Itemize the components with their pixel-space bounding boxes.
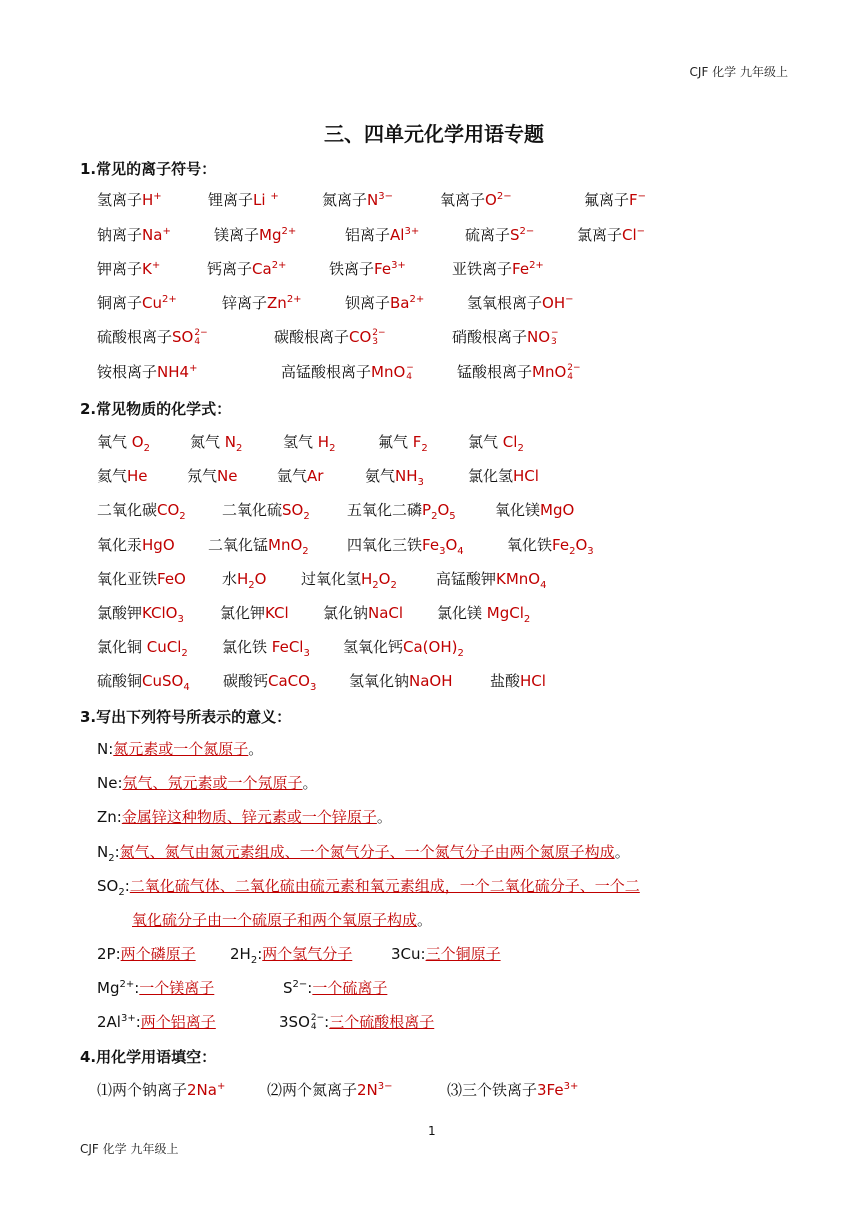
meaning-ne: Ne:氖气、氖元素或一个氖原子。 [97, 774, 318, 792]
ion-item: 钠离子Na+ [97, 226, 171, 244]
ion-item: 氟离子F− [584, 191, 647, 209]
meaning-n2: $N_2$:氮气、氮气由氮元素组成、一个氮气分子、一个氮气分子由两个氮原子构成。 [97, 843, 630, 864]
ion-item: 氧离子$O^{2-}$ [440, 191, 512, 209]
section-1-heading: 1.常见的离子符号： [80, 160, 217, 178]
ion-item: 铜离子$Cu^{2+}$ [97, 294, 177, 312]
section-3-heading: 3.写出下列符号所表示的意义： [80, 708, 292, 726]
meaning-zn: Zn:金属锌这种物质、锌元素或一个锌原子。 [97, 808, 392, 826]
meaning-so2-cont: 氧化硫分子由一个硫原子和两个氧原子构成。 [132, 911, 433, 929]
section-4-heading: 4.用化学用语填空： [80, 1048, 217, 1066]
meaning-so2: $SO_2$:二氧化硫气体、二氧化硫由硫元素和氧元素组成，一个二氧化硫分子、一个二 [97, 877, 640, 898]
ion-item: 氯离子Cl− [577, 226, 646, 244]
ion-item: 铝离子$Al^{3+}$ [345, 226, 420, 244]
meaning-n: N:氮元素或一个氮原子。 [97, 740, 264, 758]
ion-item: 亚铁离子$Fe^{2+}$ [452, 260, 544, 278]
ion-item: 氢氧根离子OH− [467, 294, 574, 312]
ion-item: 氢离子H+ [97, 191, 162, 209]
page-footer: CJF 化学 九年级上 [80, 1142, 179, 1156]
section-2-heading: 2.常见物质的化学式： [80, 400, 232, 418]
page-header: CJF 化学 九年级上 [689, 65, 788, 79]
ion-item: 氮离子$N^{3-}$ [322, 191, 393, 209]
ion-item: 铁离子$Fe^{3+}$ [329, 260, 406, 278]
ion-item: 钙离子$Ca^{2+}$ [207, 260, 287, 278]
ion-item: 锌离子$Zn^{2+}$ [222, 294, 302, 312]
ion-item: 钾离子K+ [97, 260, 161, 278]
ion-item: 镁离子$Mg^{2+}$ [214, 226, 297, 244]
ion-item: 硫离子$S^{2-}$ [465, 226, 535, 244]
page-title: 三、四单元化学用语专题 [324, 122, 544, 146]
ion-item: 锂离子Li + [208, 191, 279, 209]
ion-item: 钡离子$Ba^{2+}$ [345, 294, 425, 312]
page-number: 1 [428, 1124, 436, 1138]
